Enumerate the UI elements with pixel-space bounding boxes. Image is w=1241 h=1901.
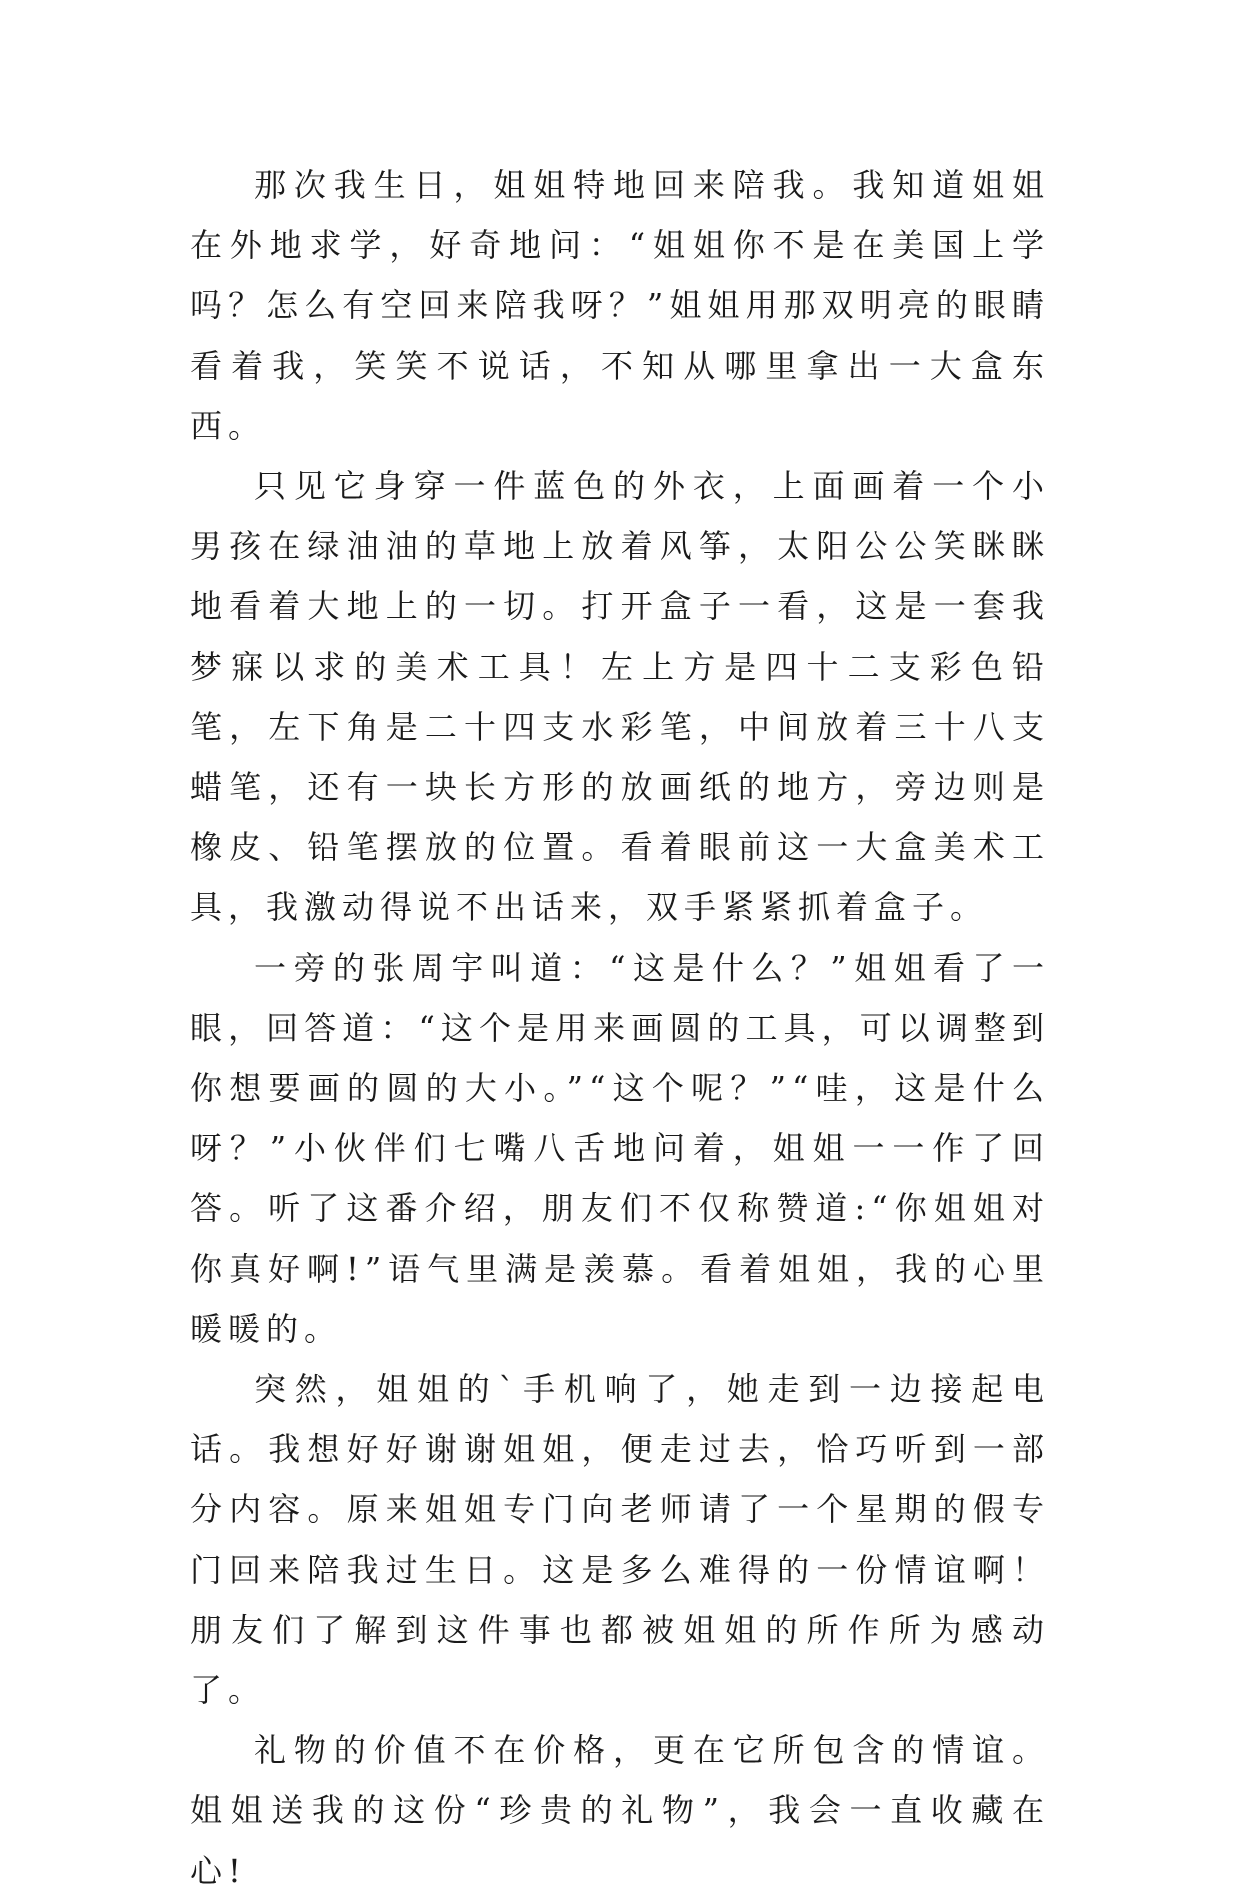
paragraph-1: 那次我生日，姐姐特地回来陪我。我知道姐姐在外地求学，好奇地问：“姐姐你不是在美国上学吗？怎么有空回来陪我呀？”姐姐用那双明亮的眼睛看着我，笑笑不说话，不知从哪里拿出一大盒东西。	[190, 166, 1050, 445]
paragraph-3: 一旁的张周宇叫道：“这是什么？”姐姐看了一眼，回答道：“这个是用来画圆的工具，可以调整到你想要画的圆的大小。”“这个呢？”“哇，这是什么呀？”小伙伴们七嘴八舌地问着，姐姐一一作了回答。听了这番介绍，朋友们不仅称赞道:“你姐姐对你真好啊!”语气里满是羡慕。看着姐姐，我的心里暖暖的。	[190, 948, 1050, 1348]
paragraph-2: 只见它身穿一件蓝色的外衣，上面画着一个小男孩在绿油油的草地上放着风筝，太阳公公笑眯眯地看着大地上的一切。打开盒子一看，这是一套我梦寐以求的美术工具！左上方是四十二支彩色铅笔，左下角是二十四支水彩笔，中间放着三十八支蜡笔，还有一块长方形的放画纸的地方，旁边则是橡皮、铅笔摆放的位置。看着眼前这一大盒美术工具，我激动得说不出话来，双手紧紧抓着盒子。	[190, 467, 1050, 927]
paragraph-5: 礼物的价值不在价格，更在它所包含的情谊。姐姐送我的这份“珍贵的礼物”，我会一直收藏在心!	[190, 1731, 1050, 1890]
paragraph-4: 突然，姐姐的`手机响了，她走到一边接起电话。我想好好谢谢姐姐，便走过去，恰巧听到一部分内容。原来姐姐专门向老师请了一个星期的假专门回来陪我过生日。这是多么难得的一份情谊啊！朋友们了解到这件事也都被姐姐的所作所为感动了。	[190, 1370, 1050, 1710]
article-body	[190, 155, 1050, 1901]
